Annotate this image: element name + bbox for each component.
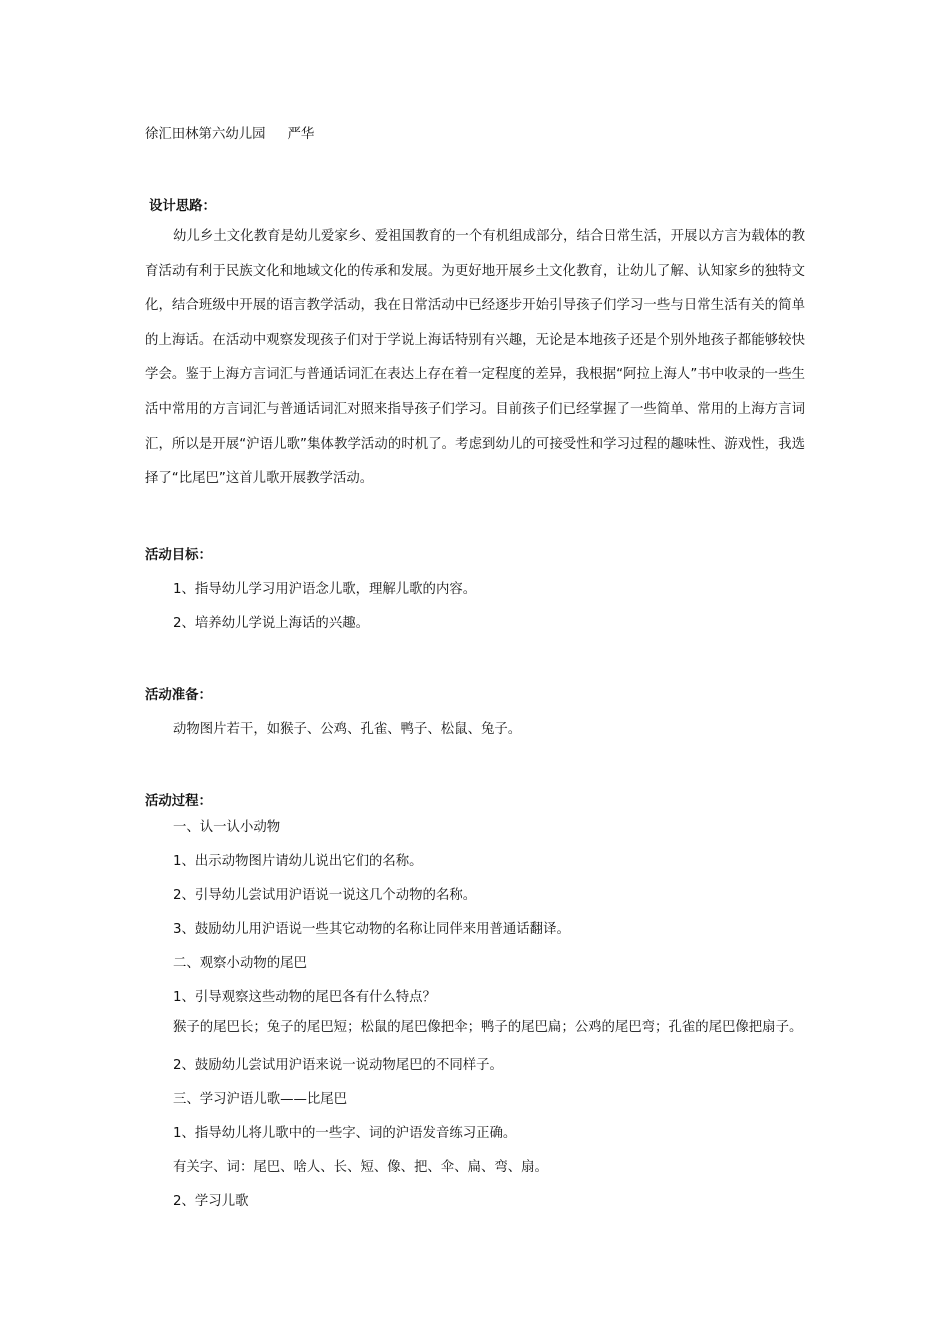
goal-item: 1、指导幼儿学习用沪语念儿歌，理解儿歌的内容。 [173, 581, 477, 597]
tails-description: 猴子的尾巴长；兔子的尾巴短；松鼠的尾巴像把伞；鸭子的尾巴扁；公鸡的尾巴弯；孔雀的尾巴像把扇子。 [173, 1019, 803, 1035]
school-name: 徐汇田林第六幼儿园 [145, 127, 266, 142]
process-item: 2、引导幼儿尝试用沪语说一说这几个动物的名称。 [173, 887, 477, 903]
prep-text: 动物图片若干，如猴子、公鸡、孔雀、鸭子、松鼠、兔子。 [173, 721, 522, 737]
goal-item: 2、培养幼儿学说上海话的兴趣。 [173, 615, 369, 631]
process-item: 1、引导观察这些动物的尾巴各有什么特点？ [173, 989, 436, 1005]
process-item: 3、鼓励幼儿用沪语说一些其它动物的名称让同伴来用普通话翻译。 [173, 921, 570, 937]
prep-heading: 活动准备： [145, 687, 212, 703]
process-item: 1、出示动物图片请幼儿说出它们的名称。 [173, 853, 423, 869]
goals-heading: 活动目标： [145, 547, 212, 563]
design-heading: 设计思路： [149, 199, 216, 214]
author-line [145, 122, 805, 148]
words-list: 有关字、词：尾巴、啥人、长、短、像、把、伞、扁、弯、扇。 [173, 1160, 548, 1176]
process-item: 1、指导幼儿将儿歌中的一些字、词的沪语发音练习正确。 [173, 1126, 517, 1142]
author-name: 严华 [287, 127, 315, 142]
process-item: 2、学习儿歌 [173, 1194, 249, 1210]
section-title: 三、学习沪语儿歌——比尾巴 [173, 1092, 348, 1108]
process-item: 2、鼓励幼儿尝试用沪语来说一说动物尾巴的不同样子。 [173, 1058, 503, 1074]
section-title: 一、认一认小动物 [173, 819, 281, 835]
section-title: 二、观察小动物的尾巴 [173, 955, 307, 971]
document-body [145, 122, 805, 1215]
process-heading: 活动过程： [145, 793, 212, 809]
design-paragraph: 幼儿乡土文化教育是幼儿爱家乡、爱祖国教育的一个有机组成部分，结合日常生活，开展以方言为载体的教育活动有利于民族文化和地域文化的传承和发展。为更好地开展乡土文化教育，让幼儿了解、认知家乡的独特文化，结合班级中开展的语言教学活动，我在日常活动中已经逐步开始引导孩子们学习一些与日常生活有关的简单的上海话。在活动中观察发现孩子们对于学说上海话特别有兴趣，无论是本地孩子还是个别外地孩子都能够较快学会。鉴于上海方言词汇与普通话词汇在表达上存在着一定程度的差异，我根据“阿拉上海人”书中收录的一些生活中常用的方言词汇与普通话词汇对照来指导孩子们学习。目前孩子们已经掌握了一些简单、常用的上海方言词汇，所以是开展“沪语儿歌”集体教学活动的时机了。考虑到幼儿的可接受性和学习过程的趣味性、游戏性，我选择了“比尾巴”这首儿歌开展教学活动。 [145, 229, 805, 487]
